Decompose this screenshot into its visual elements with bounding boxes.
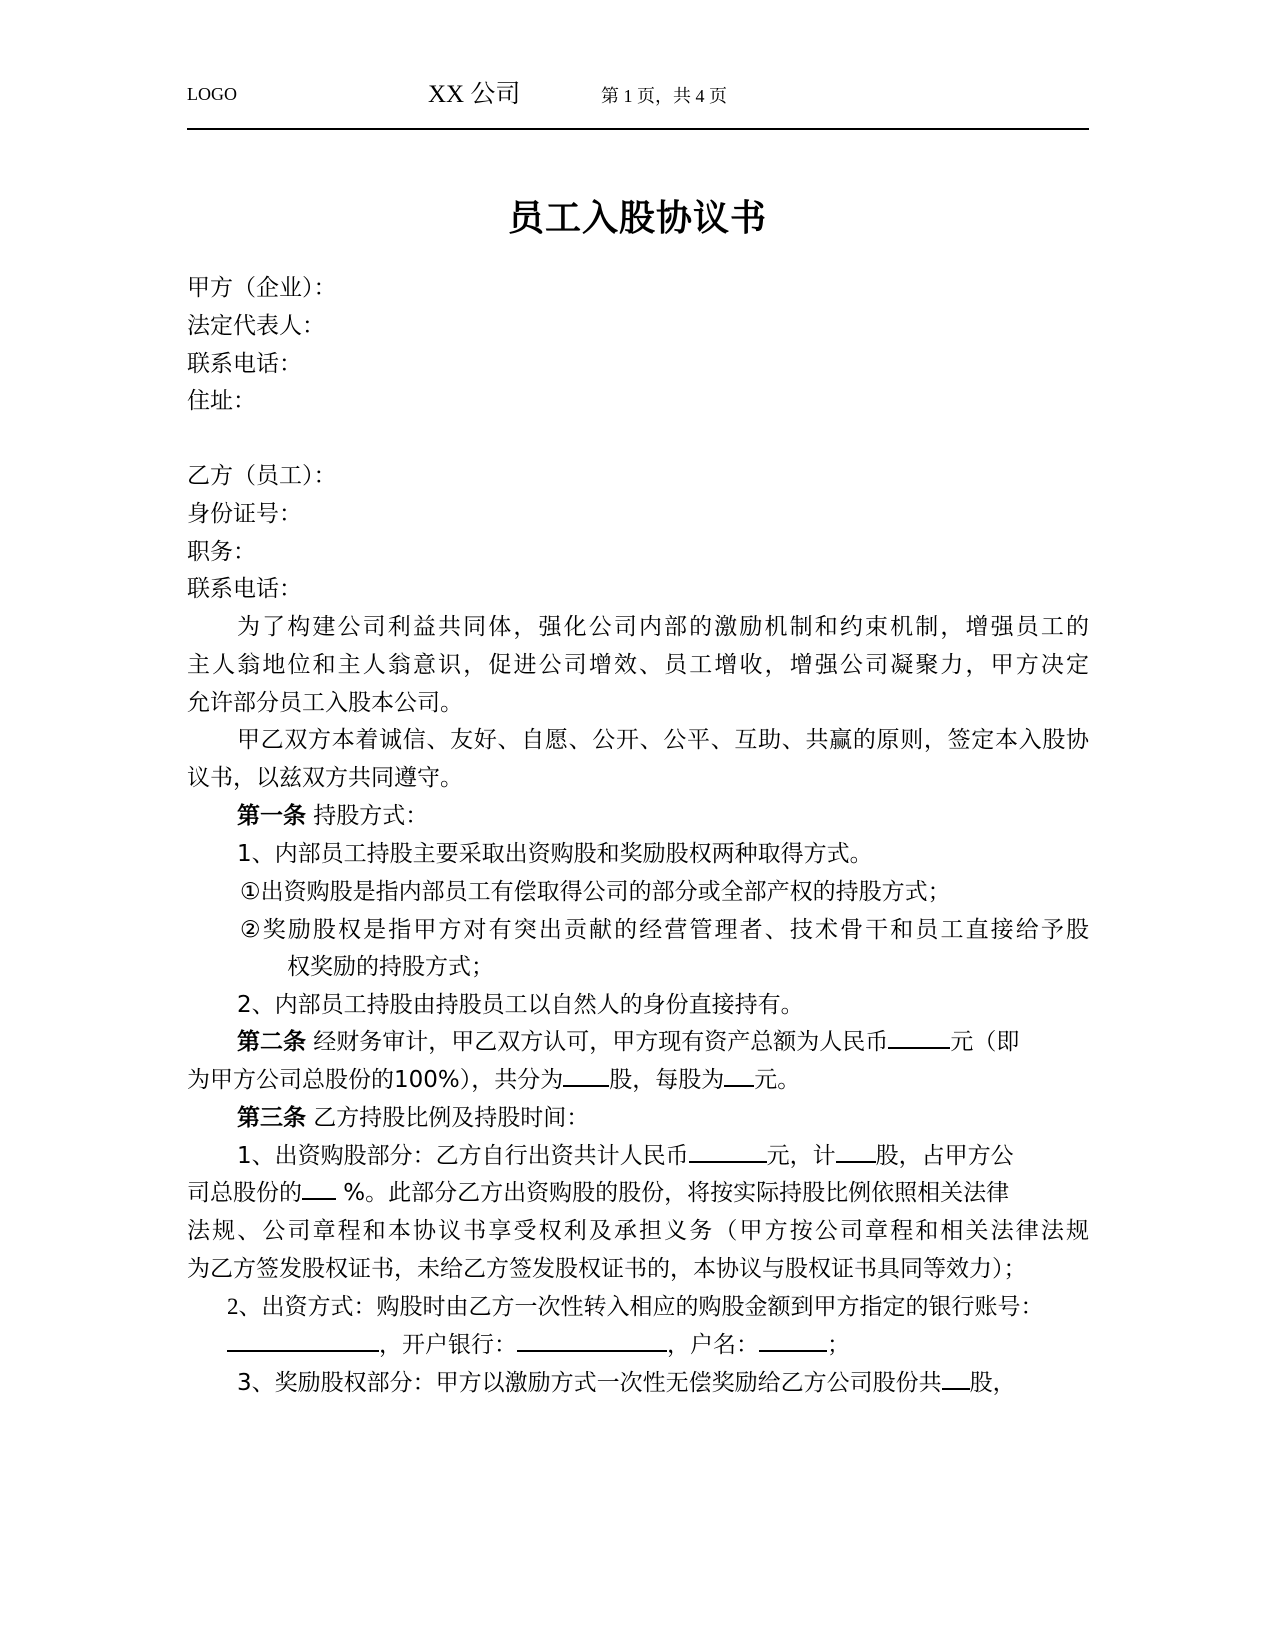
article-1-item-2: 2、内部员工持股由持股员工以自然人的身份直接持有。 <box>237 992 804 1018</box>
article-1-subitem-1: ①出资购股是指内部员工有偿取得公司的部分或全部产权的持股方式； <box>240 879 951 905</box>
intro-paragraph-2-line-2: 议书，以兹双方共同遵守。 <box>187 765 463 791</box>
party-b-id-label: 身份证号： <box>187 501 302 527</box>
party-b-position-label: 职务： <box>187 539 256 565</box>
party-a-address-label: 住址： <box>187 388 256 414</box>
intro-paragraph-1-line-2: 主人翁地位和主人翁意识，促进公司增效、员工增收，增强公司凝聚力，甲方决定 <box>187 652 1089 678</box>
article-1-item-1: 1、内部员工持股主要采取出资购股和奖励股权两种取得方式。 <box>237 841 873 867</box>
party-b-name-label: 乙方（员工）： <box>187 463 337 489</box>
reward-shares-blank[interactable] <box>942 1366 970 1390</box>
total-shares-blank[interactable] <box>563 1063 609 1087</box>
intro-paragraph-1-line-3: 允许部分员工入股本公司。 <box>187 690 463 716</box>
article-1-number: 第一条 <box>237 803 306 829</box>
article-1-heading <box>237 798 1089 834</box>
article-3-number: 第三条 <box>237 1105 306 1131</box>
header-divider <box>187 128 1089 130</box>
share-percentage-blank[interactable] <box>302 1176 336 1200</box>
article-2-text: 经财务审计，甲乙双方认可，甲方现有资产总额为人民币 <box>306 1029 889 1055</box>
article-2-text: 元。 <box>754 1067 801 1093</box>
party-a-phone-label: 联系电话： <box>187 351 302 377</box>
article-2-line-2 <box>187 1062 1089 1098</box>
article-2-line-1 <box>237 1024 1089 1060</box>
article-3-text: 股，占甲方公 <box>875 1143 1014 1169</box>
account-name-blank[interactable] <box>759 1328 827 1352</box>
purchased-shares-blank[interactable] <box>836 1139 876 1163</box>
article-3-item-3-line-1 <box>237 1365 1089 1401</box>
header-page-info: 第 1 页，共 4 页 <box>601 86 727 106</box>
article-3-text: 3、奖励股权部分：甲方以激励方式一次性无偿奖励给乙方公司股份共 <box>237 1370 942 1396</box>
article-3-text: %。此部分乙方出资购股的股份，将按实际持股比例依照相关法律 <box>336 1180 1010 1206</box>
page-header <box>0 70 1275 110</box>
header-logo: LOGO <box>187 84 237 104</box>
article-3-text: ，户名： <box>667 1332 759 1357</box>
party-a-name-label: 甲方（企业）： <box>187 275 337 301</box>
article-3-item-1-line-3: 法规、公司章程和本协议书享受权利及承担义务（甲方按公司章程和相关法律法规 <box>187 1218 1089 1244</box>
party-b-phone-label: 联系电话： <box>187 576 302 602</box>
article-3-text: ，开户银行： <box>379 1332 517 1357</box>
bank-account-blank[interactable] <box>227 1328 379 1352</box>
article-3-title: 乙方持股比例及持股时间： <box>306 1105 590 1131</box>
article-2-text: 股，每股为 <box>609 1067 725 1093</box>
article-1-subitem-2-line-1: ②奖励股权是指甲方对有突出贡献的经营管理者、技术骨干和员工直接给予股 <box>240 917 1089 943</box>
article-3-item-2-line-1: 2、出资方式：购股时由乙方一次性转入相应的购股金额到甲方指定的银行账号： <box>227 1294 1044 1319</box>
article-3-item-1-line-1 <box>237 1138 1089 1174</box>
article-3-text: 司总股份的 <box>187 1180 302 1206</box>
article-3-item-1-line-2 <box>187 1175 1089 1211</box>
article-3-item-1-line-4: 为乙方签发股权证书，未给乙方签发股权证书的，本协议与股权证书具同等效力）； <box>187 1256 1027 1282</box>
header-company-name: XX 公司 <box>428 81 521 108</box>
bank-name-blank[interactable] <box>517 1328 667 1352</box>
party-a-representative-label: 法定代表人： <box>187 313 325 339</box>
article-3-heading <box>237 1100 1089 1136</box>
intro-paragraph-2-line-1: 甲乙双方本着诚信、友好、自愿、公开、公平、互助、共赢的原则，签定本入股协 <box>237 727 1089 753</box>
document-title: 员工入股协议书 <box>507 198 767 239</box>
total-assets-blank[interactable] <box>888 1025 950 1049</box>
article-2-text: 元（即 <box>950 1029 1020 1055</box>
price-per-share-blank[interactable] <box>724 1063 754 1087</box>
article-3-text: 元，计 <box>766 1143 836 1169</box>
article-3-text: 1、出资购股部分：乙方自行出资共计人民币 <box>237 1143 689 1169</box>
article-2-text: 为甲方公司总股份的100%），共分为 <box>187 1067 564 1093</box>
article-1-title: 持股方式： <box>306 803 429 829</box>
article-2-number: 第二条 <box>237 1029 306 1055</box>
article-1-subitem-2-line-2: 权奖励的持股方式； <box>287 954 494 980</box>
purchase-amount-blank[interactable] <box>689 1139 767 1163</box>
intro-paragraph-1-line-1: 为了构建公司利益共同体，强化公司内部的激励机制和约束机制，增强员工的 <box>237 614 1089 640</box>
article-3-item-2-line-2 <box>227 1327 1089 1363</box>
article-3-text: ； <box>827 1332 850 1357</box>
article-3-text: 股， <box>969 1370 1016 1396</box>
